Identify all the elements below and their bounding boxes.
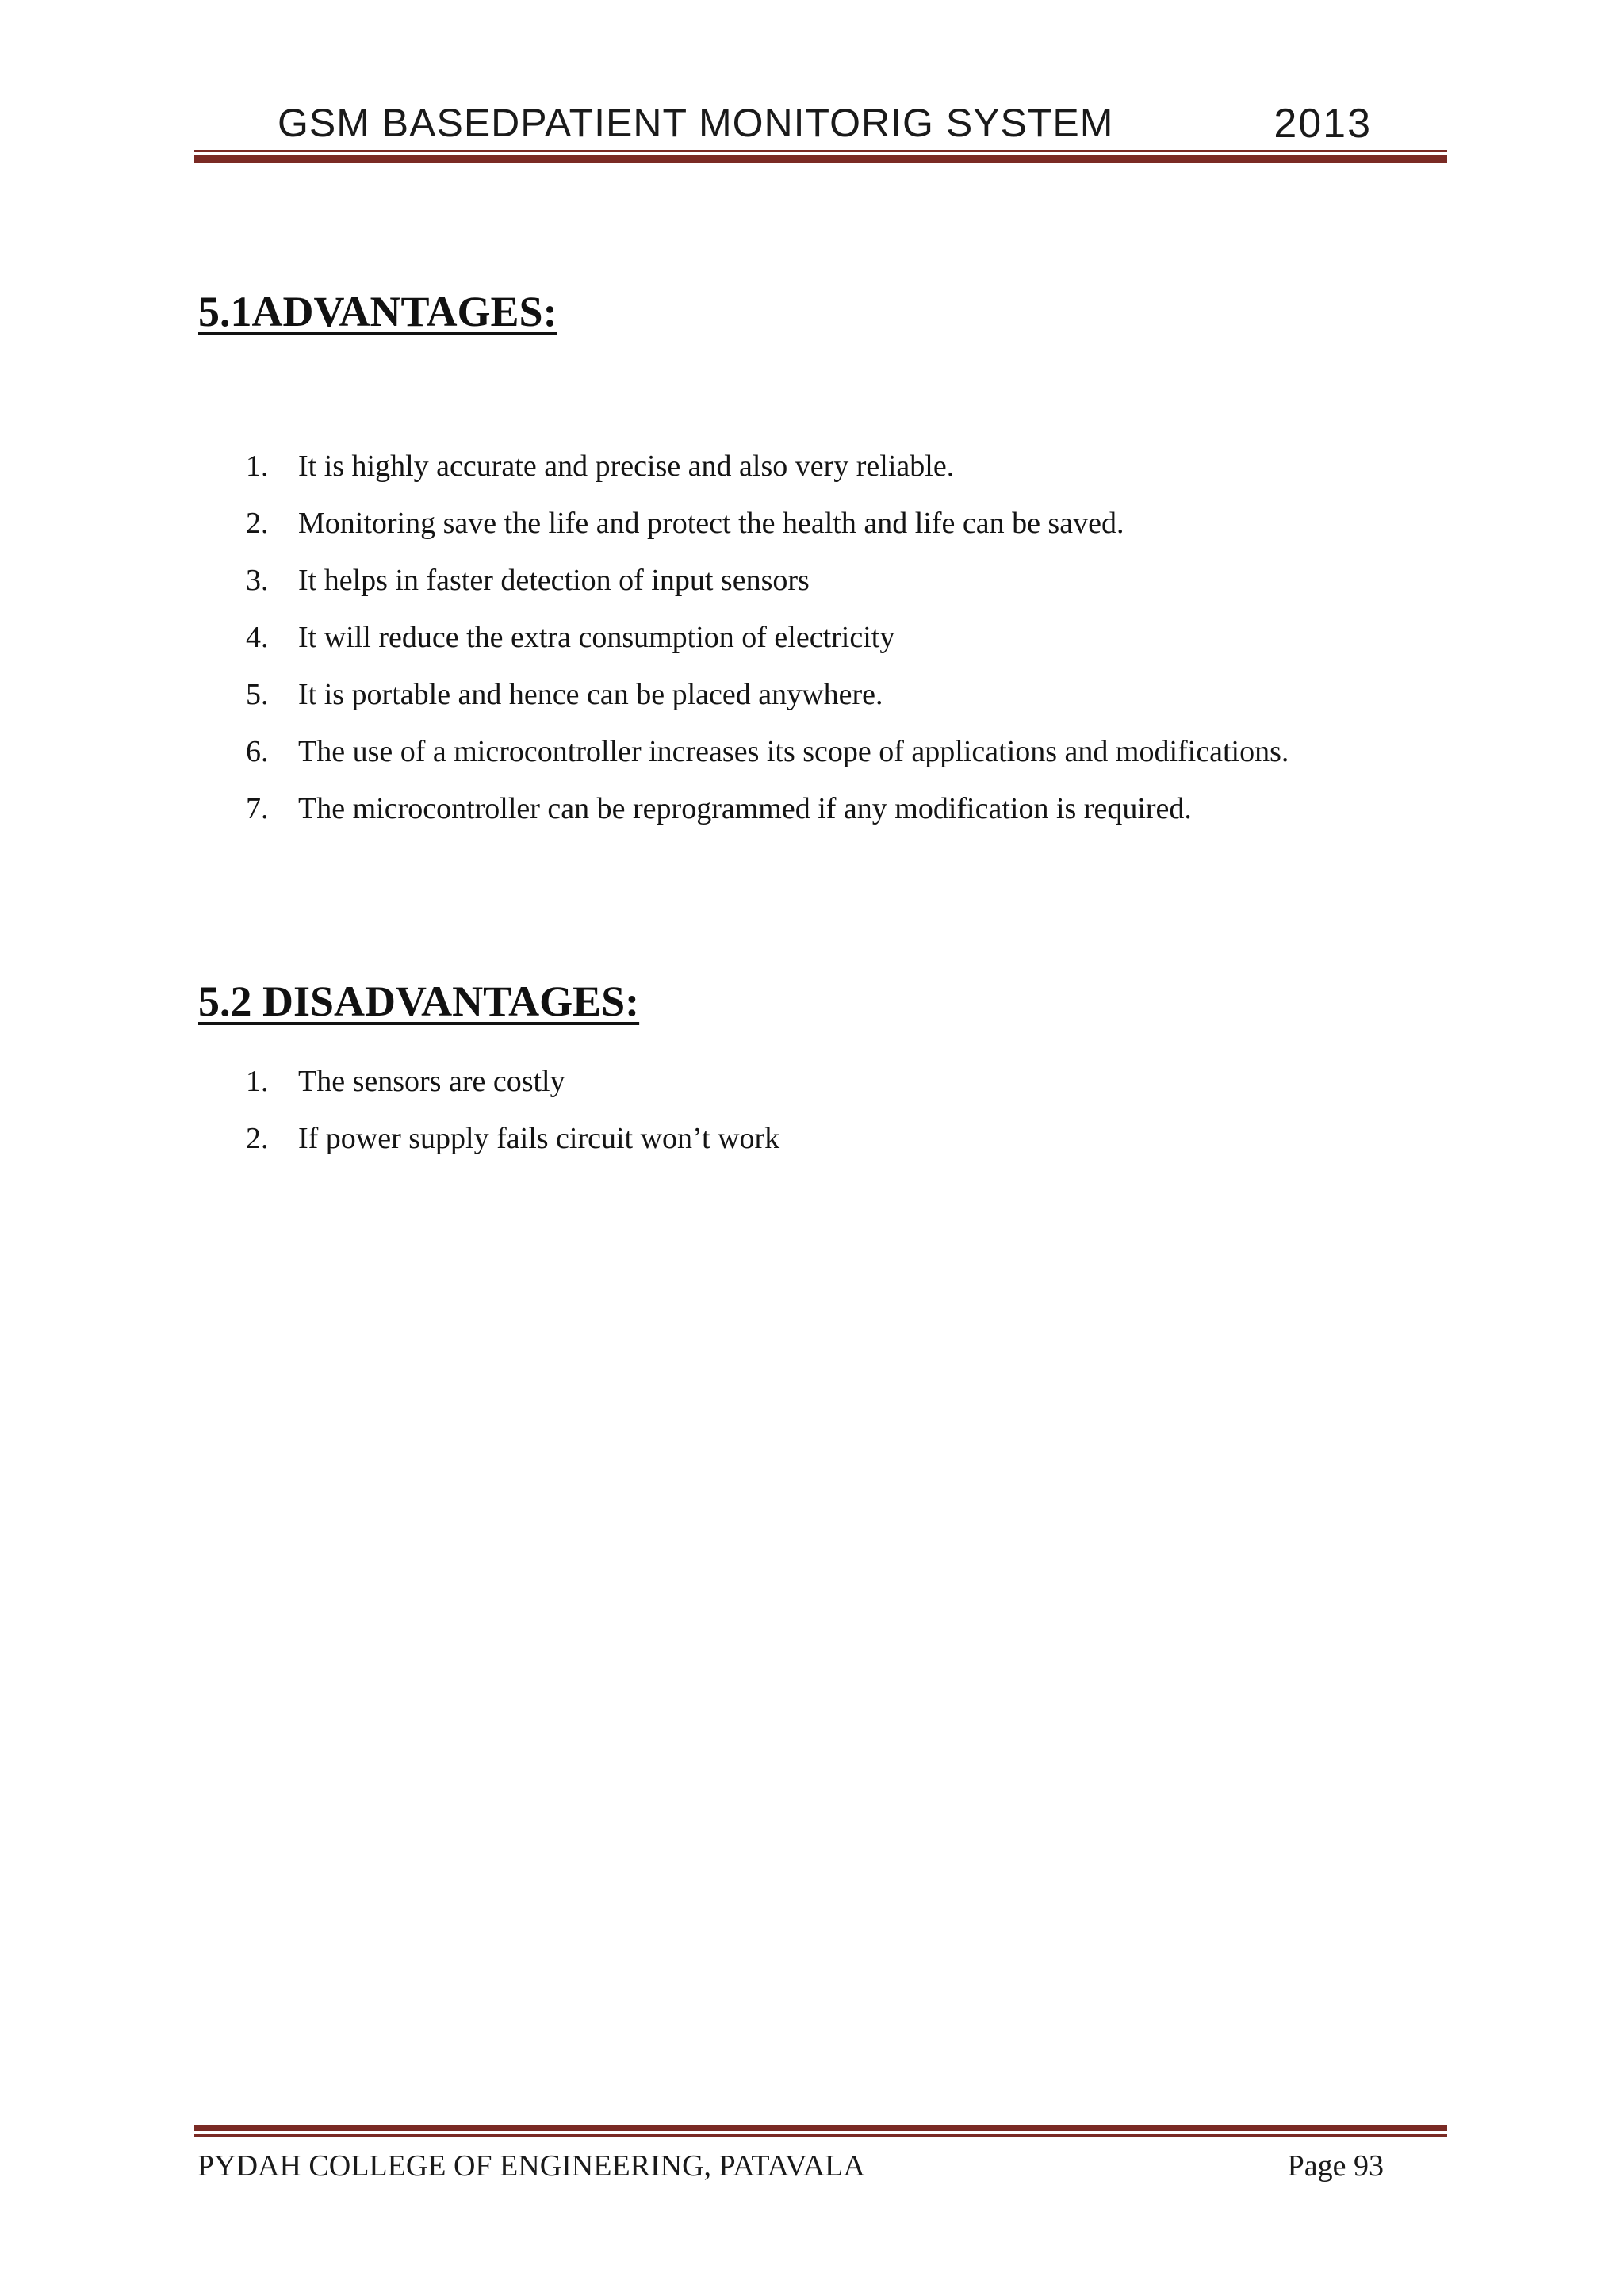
item-number: 7.	[246, 792, 269, 825]
list-item	[246, 1053, 779, 1110]
list-item	[246, 723, 1289, 780]
advantages-heading: 5.1ADVANTAGES:	[198, 288, 557, 335]
advantages-list	[246, 438, 1289, 837]
item-text: It is highly accurate and precise and also very reliable.	[298, 450, 955, 483]
list-item	[246, 1110, 779, 1167]
list-item	[246, 495, 1289, 552]
item-number: 1.	[246, 450, 269, 483]
item-number: 5.	[246, 678, 269, 711]
header-rule-thin	[194, 150, 1447, 152]
item-text: The use of a microcontroller increases its scope of applications and modifications.	[298, 735, 1289, 768]
footer-rule-thin	[194, 2134, 1447, 2137]
list-item	[246, 438, 1289, 495]
item-text: It helps in faster detection of input sensors	[298, 564, 810, 597]
item-text: It will reduce the extra consumption of electricity	[298, 621, 895, 654]
item-text: The microcontroller can be reprogrammed if any modification is required.	[298, 792, 1192, 825]
disadvantages-heading: 5.2 DISADVANTAGES:	[198, 978, 640, 1025]
list-item	[246, 666, 1289, 723]
item-number: 2.	[246, 507, 269, 540]
page-number: Page 93	[1287, 2149, 1384, 2183]
footer-institution: PYDAH COLLEGE OF ENGINEERING, PATAVALA	[197, 2149, 865, 2183]
list-item	[246, 780, 1289, 837]
disadvantages-list	[246, 1053, 779, 1167]
item-text: It is portable and hence can be placed anywhere.	[298, 678, 883, 711]
document-title: GSM BASEDPATIENT MONITORIG SYSTEM	[278, 101, 1114, 145]
item-number: 4.	[246, 621, 269, 654]
list-item	[246, 552, 1289, 609]
page-footer	[194, 2125, 1447, 2204]
header-rule-thick	[194, 155, 1447, 163]
item-number: 3.	[246, 564, 269, 597]
document-year: 2013	[1274, 101, 1372, 147]
footer-rule-thick	[194, 2125, 1447, 2131]
item-text: If power supply fails circuit won’t work	[298, 1122, 780, 1155]
item-number: 6.	[246, 735, 269, 768]
item-text: Monitoring save the life and protect the health and life can be saved.	[298, 507, 1124, 540]
list-item	[246, 609, 1289, 666]
item-number: 1.	[246, 1065, 269, 1098]
item-text: The sensors are costly	[298, 1065, 565, 1098]
page-header	[194, 87, 1447, 166]
item-number: 2.	[246, 1122, 269, 1155]
